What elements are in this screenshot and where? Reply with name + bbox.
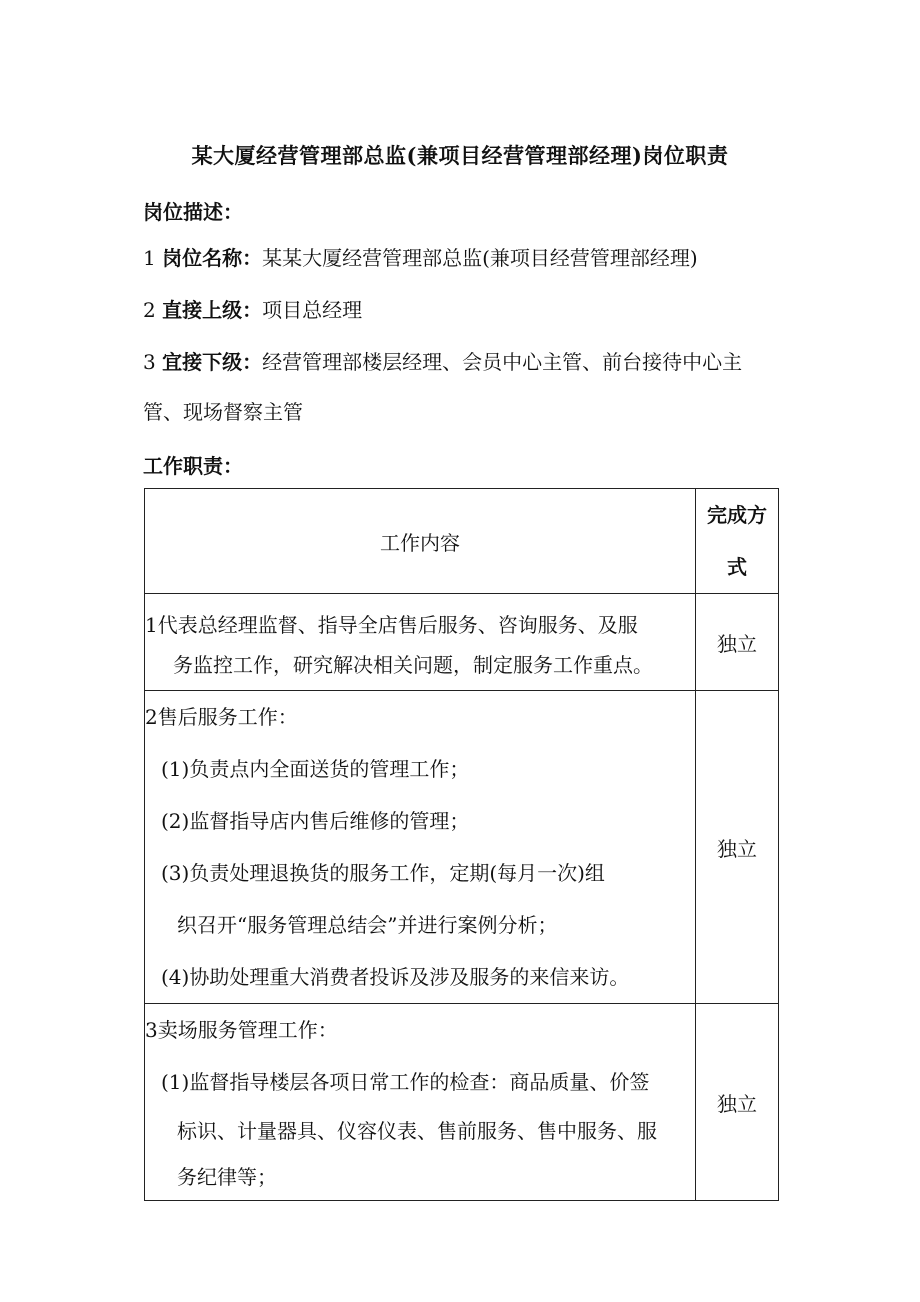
item-value: 某某大厦经营管理部总监(兼项目经营管理部经理) bbox=[262, 246, 698, 270]
table-row bbox=[145, 594, 779, 691]
duty-line: 务纪律等； bbox=[177, 1165, 277, 1189]
duty-mode: 独立 bbox=[696, 691, 779, 1004]
duty-mode: 独立 bbox=[696, 1004, 779, 1201]
description-heading: 岗位描述： bbox=[143, 200, 243, 224]
duty-content bbox=[145, 594, 696, 691]
table-row bbox=[145, 1004, 779, 1201]
duty-line: (1)负责点内全面送货的管理工作； bbox=[161, 757, 470, 781]
direct-subordinate-line-2 bbox=[143, 386, 793, 438]
document-title: 某大厦经营管理部总监(兼项目经营管理部经理)岗位职责 bbox=[191, 143, 729, 168]
duty-line: (1)监督指导楼层各项日常工作的检查：商品质量、价签 bbox=[161, 1070, 650, 1094]
direct-subordinate-line bbox=[143, 336, 793, 388]
header-content: 工作内容 bbox=[145, 489, 696, 594]
direct-superior-line bbox=[143, 284, 793, 336]
item-label: 直接上级： bbox=[162, 298, 263, 322]
table-header-row bbox=[145, 489, 779, 594]
duty-line: 1代表总经理监督、指导全店售后服务、咨询服务、及服 bbox=[145, 613, 638, 637]
duty-line: 织召开“服务管理总结会”并进行案例分析； bbox=[177, 913, 558, 937]
item-number: 1 bbox=[143, 246, 156, 270]
item-value: 经营管理部楼层经理、会员中心主管、前台接待中心主 bbox=[262, 350, 743, 374]
duty-line: (4)协助处理重大消费者投诉及涉及服务的来信来访。 bbox=[161, 965, 630, 989]
item-number: 3 bbox=[143, 350, 156, 374]
duty-content bbox=[145, 1004, 696, 1201]
item-value-continued: 管、现场督察主管 bbox=[143, 400, 303, 424]
duty-line: 3卖场服务管理工作： bbox=[145, 1018, 338, 1042]
item-label: 岗位名称： bbox=[162, 246, 263, 270]
header-mode bbox=[696, 489, 779, 594]
position-name-line bbox=[143, 232, 793, 284]
table-row bbox=[145, 691, 779, 1004]
duty-line: 标识、计量器具、仪容仪表、售前服务、售中服务、服 bbox=[177, 1119, 657, 1143]
item-number: 2 bbox=[143, 298, 156, 322]
duty-line: 2售后服务工作： bbox=[145, 705, 298, 729]
duty-line: 务监控工作，研究解决相关问题，制定服务工作重点。 bbox=[173, 653, 653, 677]
duty-mode: 独立 bbox=[696, 594, 779, 691]
header-mode-line2: 式 bbox=[727, 555, 747, 579]
duty-line: (3)负责处理退换货的服务工作，定期(每月一次)组 bbox=[161, 861, 605, 885]
duties-heading: 工作职责： bbox=[143, 454, 243, 478]
duty-content bbox=[145, 691, 696, 1004]
duty-line: (2)监督指导店内售后维修的管理； bbox=[161, 809, 470, 833]
duties-table bbox=[144, 488, 779, 1201]
item-value: 项目总经理 bbox=[262, 298, 363, 322]
item-label: 宜接下级： bbox=[162, 350, 263, 374]
header-mode-line1: 完成方 bbox=[707, 503, 767, 527]
